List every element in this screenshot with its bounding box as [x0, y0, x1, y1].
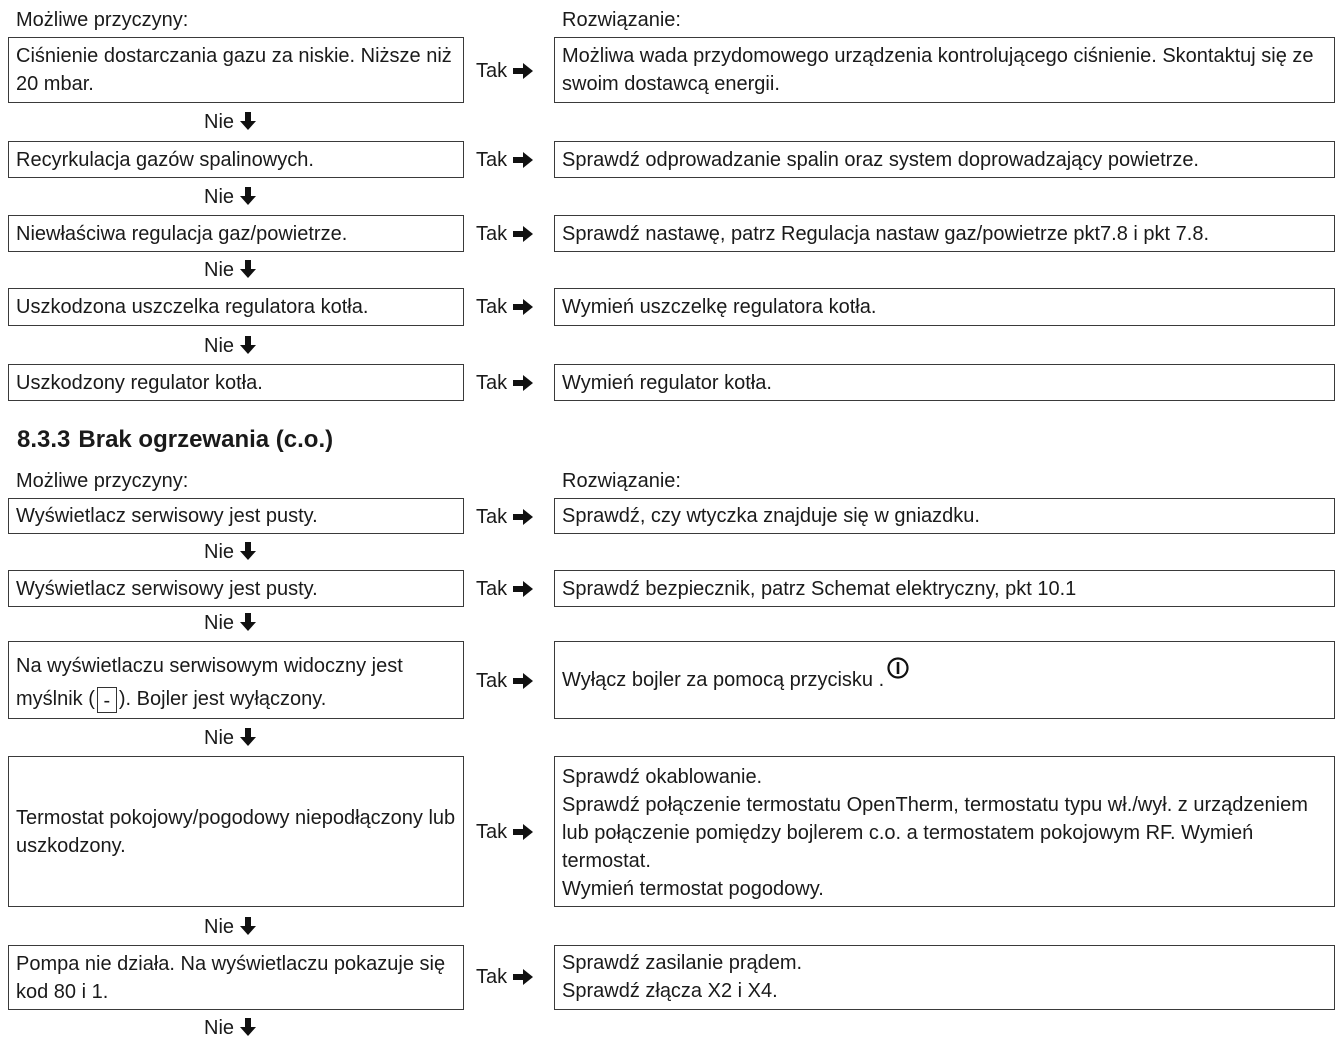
arrow-down-icon: [240, 1018, 256, 1036]
no-label: Nie: [204, 1017, 256, 1039]
cause-box: Niewłaściwa regulacja gaz/powietrze.: [8, 215, 464, 252]
solution-header: Rozwiązanie:: [562, 9, 681, 31]
arrow-right-icon: [513, 509, 533, 525]
power-button-icon: [886, 656, 910, 680]
solution-box: Sprawdź bezpiecznik, patrz Schemat elektryczny, pkt 10.1: [554, 570, 1335, 607]
arrow-right-icon: [513, 375, 533, 391]
causes-header: Możliwe przyczyny:: [16, 470, 189, 492]
cause-box: Wyświetlacz serwisowy jest pusty.: [8, 570, 464, 607]
cause-box: [8, 641, 464, 719]
cause-box: Termostat pokojowy/pogodowy niepodłączony lub uszkodzony.: [8, 756, 464, 907]
yes-label: Tak: [476, 670, 533, 692]
cause-box: Wyświetlacz serwisowy jest pusty.: [8, 498, 464, 534]
arrow-right-icon: [513, 581, 533, 597]
solution-box: Wymień uszczelkę regulatora kotła.: [554, 288, 1335, 326]
solution-box: Sprawdź odprowadzanie spalin oraz system doprowadzający powietrze.: [554, 141, 1335, 178]
solution-line: Sprawdź okablowanie.: [562, 766, 763, 788]
yes-label: Tak: [476, 60, 533, 82]
solution-box: Możliwa wada przydomowego urządzenia kontrolującego ciśnienie. Skontaktuj się ze swoim dostawcą energii.: [554, 37, 1335, 103]
cause-box: Ciśnienie dostarczania gazu za niskie. Niższe niż 20 mbar.: [8, 37, 464, 103]
solution-box: Wymień regulator kotła.: [554, 364, 1335, 401]
solution-line: Sprawdź złącza X2 i X4.: [562, 980, 778, 1002]
cause-box: Pompa nie działa. Na wyświetlaczu pokazuje się kod 80 i 1.: [8, 945, 464, 1010]
arrow-right-icon: [513, 152, 533, 168]
no-label: Nie: [204, 111, 256, 133]
cause-box: Uszkodzony regulator kotła.: [8, 364, 464, 401]
yes-label: Tak: [476, 578, 533, 600]
yes-label: Tak: [476, 149, 533, 171]
solution-box: [554, 756, 1335, 907]
arrow-right-icon: [513, 63, 533, 79]
arrow-down-icon: [240, 542, 256, 560]
arrow-down-icon: [240, 112, 256, 130]
no-label: Nie: [204, 335, 256, 357]
yes-label: Tak: [476, 223, 533, 245]
solution-line: Wymień termostat pogodowy.: [562, 878, 824, 900]
yes-label: Tak: [476, 296, 533, 318]
yes-label: Tak: [476, 372, 533, 394]
no-label: Nie: [204, 727, 256, 749]
arrow-right-icon: [513, 299, 533, 315]
arrow-down-icon: [240, 613, 256, 631]
no-label: Nie: [204, 612, 256, 634]
arrow-down-icon: [240, 917, 256, 935]
solution-box: Sprawdź nastawę, patrz Regulacja nastaw gaz/powietrze pkt7.8 i pkt 7.8.: [554, 215, 1335, 252]
yes-label: Tak: [476, 506, 533, 528]
solution-box: Sprawdź, czy wtyczka znajduje się w gniazdku.: [554, 498, 1335, 534]
arrow-right-icon: [513, 226, 533, 242]
solution-box: Wyłącz bojler za pomocą przycisku .: [554, 641, 1335, 719]
cause-box: Uszkodzona uszczelka regulatora kotła.: [8, 288, 464, 326]
cause-box: Recyrkulacja gazów spalinowych.: [8, 141, 464, 178]
arrow-right-icon: [513, 673, 533, 689]
arrow-down-icon: [240, 187, 256, 205]
arrow-down-icon: [240, 728, 256, 746]
cause-line: myślnik ( - ). Bojler jest wyłączony.: [16, 688, 327, 712]
solution-line: Sprawdź połączenie termostatu OpenTherm, termostatu typu wł./wył. z urządzeniem lub połączenie pomiędzy bojlerem c.o. a termostatem pokojowym RF. Wymień termostat.: [562, 794, 1308, 872]
arrow-down-icon: [240, 336, 256, 354]
solution-header: Rozwiązanie:: [562, 470, 681, 492]
section-title: 8.3.3 Brak ogrzewania (c.o.): [17, 426, 334, 453]
causes-header: Możliwe przyczyny:: [16, 9, 189, 31]
dash-display-box: -: [97, 687, 117, 713]
solution-box: [554, 945, 1335, 1010]
arrow-down-icon: [240, 260, 256, 278]
arrow-right-icon: [513, 969, 533, 985]
yes-label: Tak: [476, 966, 533, 988]
yes-label: Tak: [476, 821, 533, 843]
no-label: Nie: [204, 916, 256, 938]
no-label: Nie: [204, 541, 256, 563]
cause-line: Na wyświetlaczu serwisowym widoczny jest: [16, 655, 403, 677]
no-label: Nie: [204, 186, 256, 208]
no-label: Nie: [204, 259, 256, 281]
solution-line: Sprawdź zasilanie prądem.: [562, 952, 803, 974]
arrow-right-icon: [513, 824, 533, 840]
